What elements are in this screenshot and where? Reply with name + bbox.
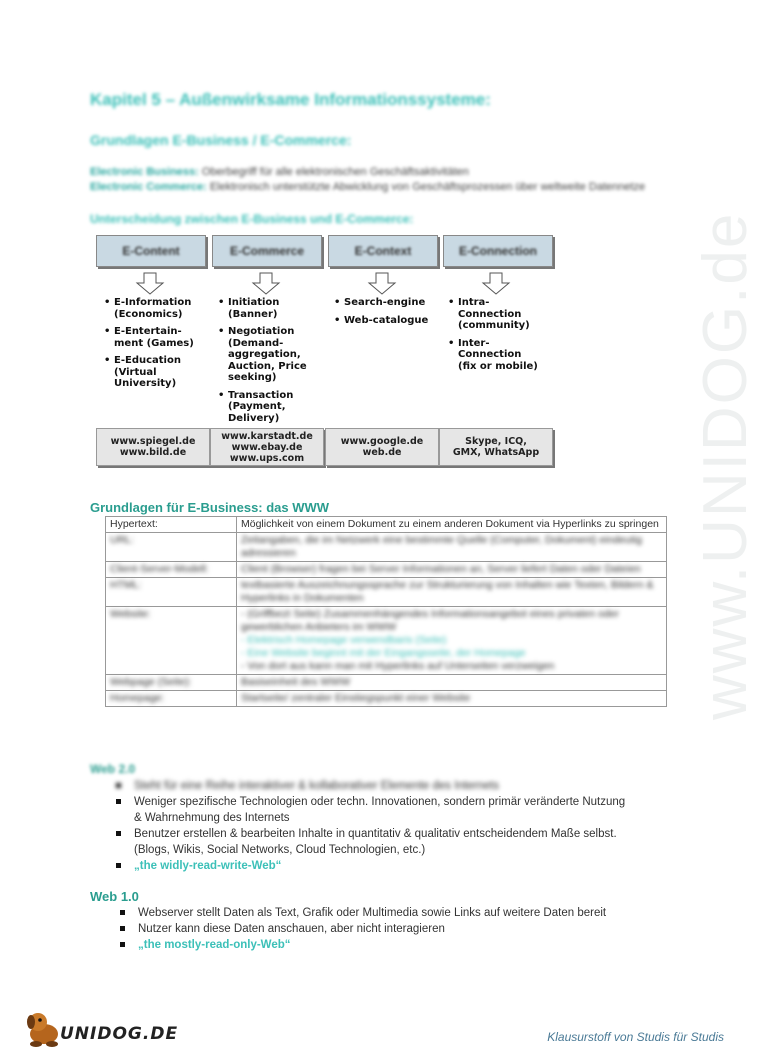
list-item: • Intra-Connection (community) [458,297,540,332]
section-subtitle: Grundlagen E-Business / E-Commerce: [90,132,352,148]
web1-title: Web 1.0 [90,889,139,904]
table-row: Webpage (Seite): Basiseinheit des WWW [106,675,667,691]
footer-box-e-commerce: www.karstadt.de www.ebay.de www.ups.com [210,428,324,466]
table-row: Hypertext: Möglichkeit von einem Dokument zu einem anderen Dokument via Hyperlinks zu springen [106,517,667,533]
table-row: Client-Server-Modell: Client (Browser) fragen bei Server Informationen an, Server liefert Daten oder Dateien [106,562,667,578]
column-e-content [102,297,206,396]
logo-text: UNIDOG.DE [60,1024,179,1044]
definition-ebusiness: Electronic Business: Oberbegriff für alle elektronischen Geschäftsaktivitäten [90,166,469,178]
table-row: Website: - (Griffbezt Seite) Zusammenhängendes Informationsangebot eines privaten oder gewerblichen Anbieters im WWW - Elektrisch Homepage verwendbaris (Seite) - Eine Website beginnt mit der Eingangsseite, der Homepage - Von dort aus kann man mit Hyperlinks auf Unterseiten verzweigen [106,607,667,675]
list-item: • E-Information (Economics) [114,297,206,320]
page-title: Kapitel 5 – Außenwirksame Informationssysteme: [90,90,491,109]
footer-box-e-context: www.google.de web.de [325,428,439,466]
list-item: • Inter-Connection (fix or mobile) [458,338,540,373]
list-item: • Initiation (Banner) [228,297,316,320]
list-item: Steht für eine Reihe interaktiver & kollaborativer Elemente des Internets [116,778,636,794]
ebusiness-diagram [96,235,556,467]
column-e-context [332,297,436,332]
list-item: „the widly-read-write-Web“ [116,858,636,874]
web2-title: Web 2.0 [90,762,136,776]
web1-list [120,905,640,953]
header-e-context: E-Context [328,235,438,267]
down-arrow-icon [368,273,396,295]
table-row: HTML: textbasierte Auszeichnungssprache zur Strukturierung von Inhalten wie Texten, Bildern & Hyperlinks in Dokumenten [106,578,667,607]
footer-box-e-content: www.spiegel.de www.bild.de [96,428,210,466]
column-e-connection [446,297,540,378]
list-item: Benutzer erstellen & bearbeiten Inhalte in quantitativ & qualitativ entscheidendem Maße selbst. (Blogs, Wikis, Social Networks, Cloud Technologien, etc.) [116,826,636,858]
table-row: URL: Zeitangaben, die im Netzwerk eine bestimmte Quelle (Computer, Dokument) eindeutig adressieren [106,533,667,562]
web2-list [116,778,636,874]
header-e-commerce: E-Commerce [212,235,322,267]
watermark: www.UNIDOG.de [691,211,760,720]
list-item: • Transaction (Payment, Delivery) [228,390,316,425]
list-item: • Negotiation (Demand-aggregation, Auction, Price seeking) [228,326,316,384]
www-table [105,516,667,707]
down-arrow-icon [482,273,510,295]
list-item: Weniger spezifische Technologien oder techn. Innovationen, sondern primär veränderte Nutzung & Wahrnehmung des Internets [116,794,636,826]
definition-ecommerce: Electronic Commerce: Elektronisch unterstützte Abwicklung von Geschäftsprozessen über weltweite Datennetze [90,181,646,193]
list-item: Webserver stellt Daten als Text, Grafik oder Multimedia sowie Links auf weitere Daten bereit [120,905,640,921]
list-item: • E-Entertain-ment (Games) [114,326,206,349]
list-item: • E-Education (Virtual University) [114,355,206,390]
footer-tagline: Klausurstoff von Studis für Studis [547,1030,724,1044]
list-item: Nutzer kann diese Daten anschauen, aber nicht interagieren [120,921,640,937]
table-row: Homepage: Startseite/ zentraler Einstiegspunkt einer Website [106,691,667,707]
header-e-content: E-Content [96,235,206,267]
down-arrow-icon [252,273,280,295]
down-arrow-icon [136,273,164,295]
footer-box-e-connection: Skype, ICQ, GMX, WhatsApp [439,428,553,466]
list-item: • Web-catalogue [344,315,436,327]
column-e-commerce [216,297,316,430]
www-title: Grundlagen für E-Business: das WWW [90,500,330,515]
list-item: „the mostly-read-only-Web“ [120,937,640,953]
diff-title: Unterscheidung zwischen E-Business und E-Commerce: [90,212,414,226]
header-e-connection: E-Connection [443,235,553,267]
list-item: • Search-engine [344,297,436,309]
